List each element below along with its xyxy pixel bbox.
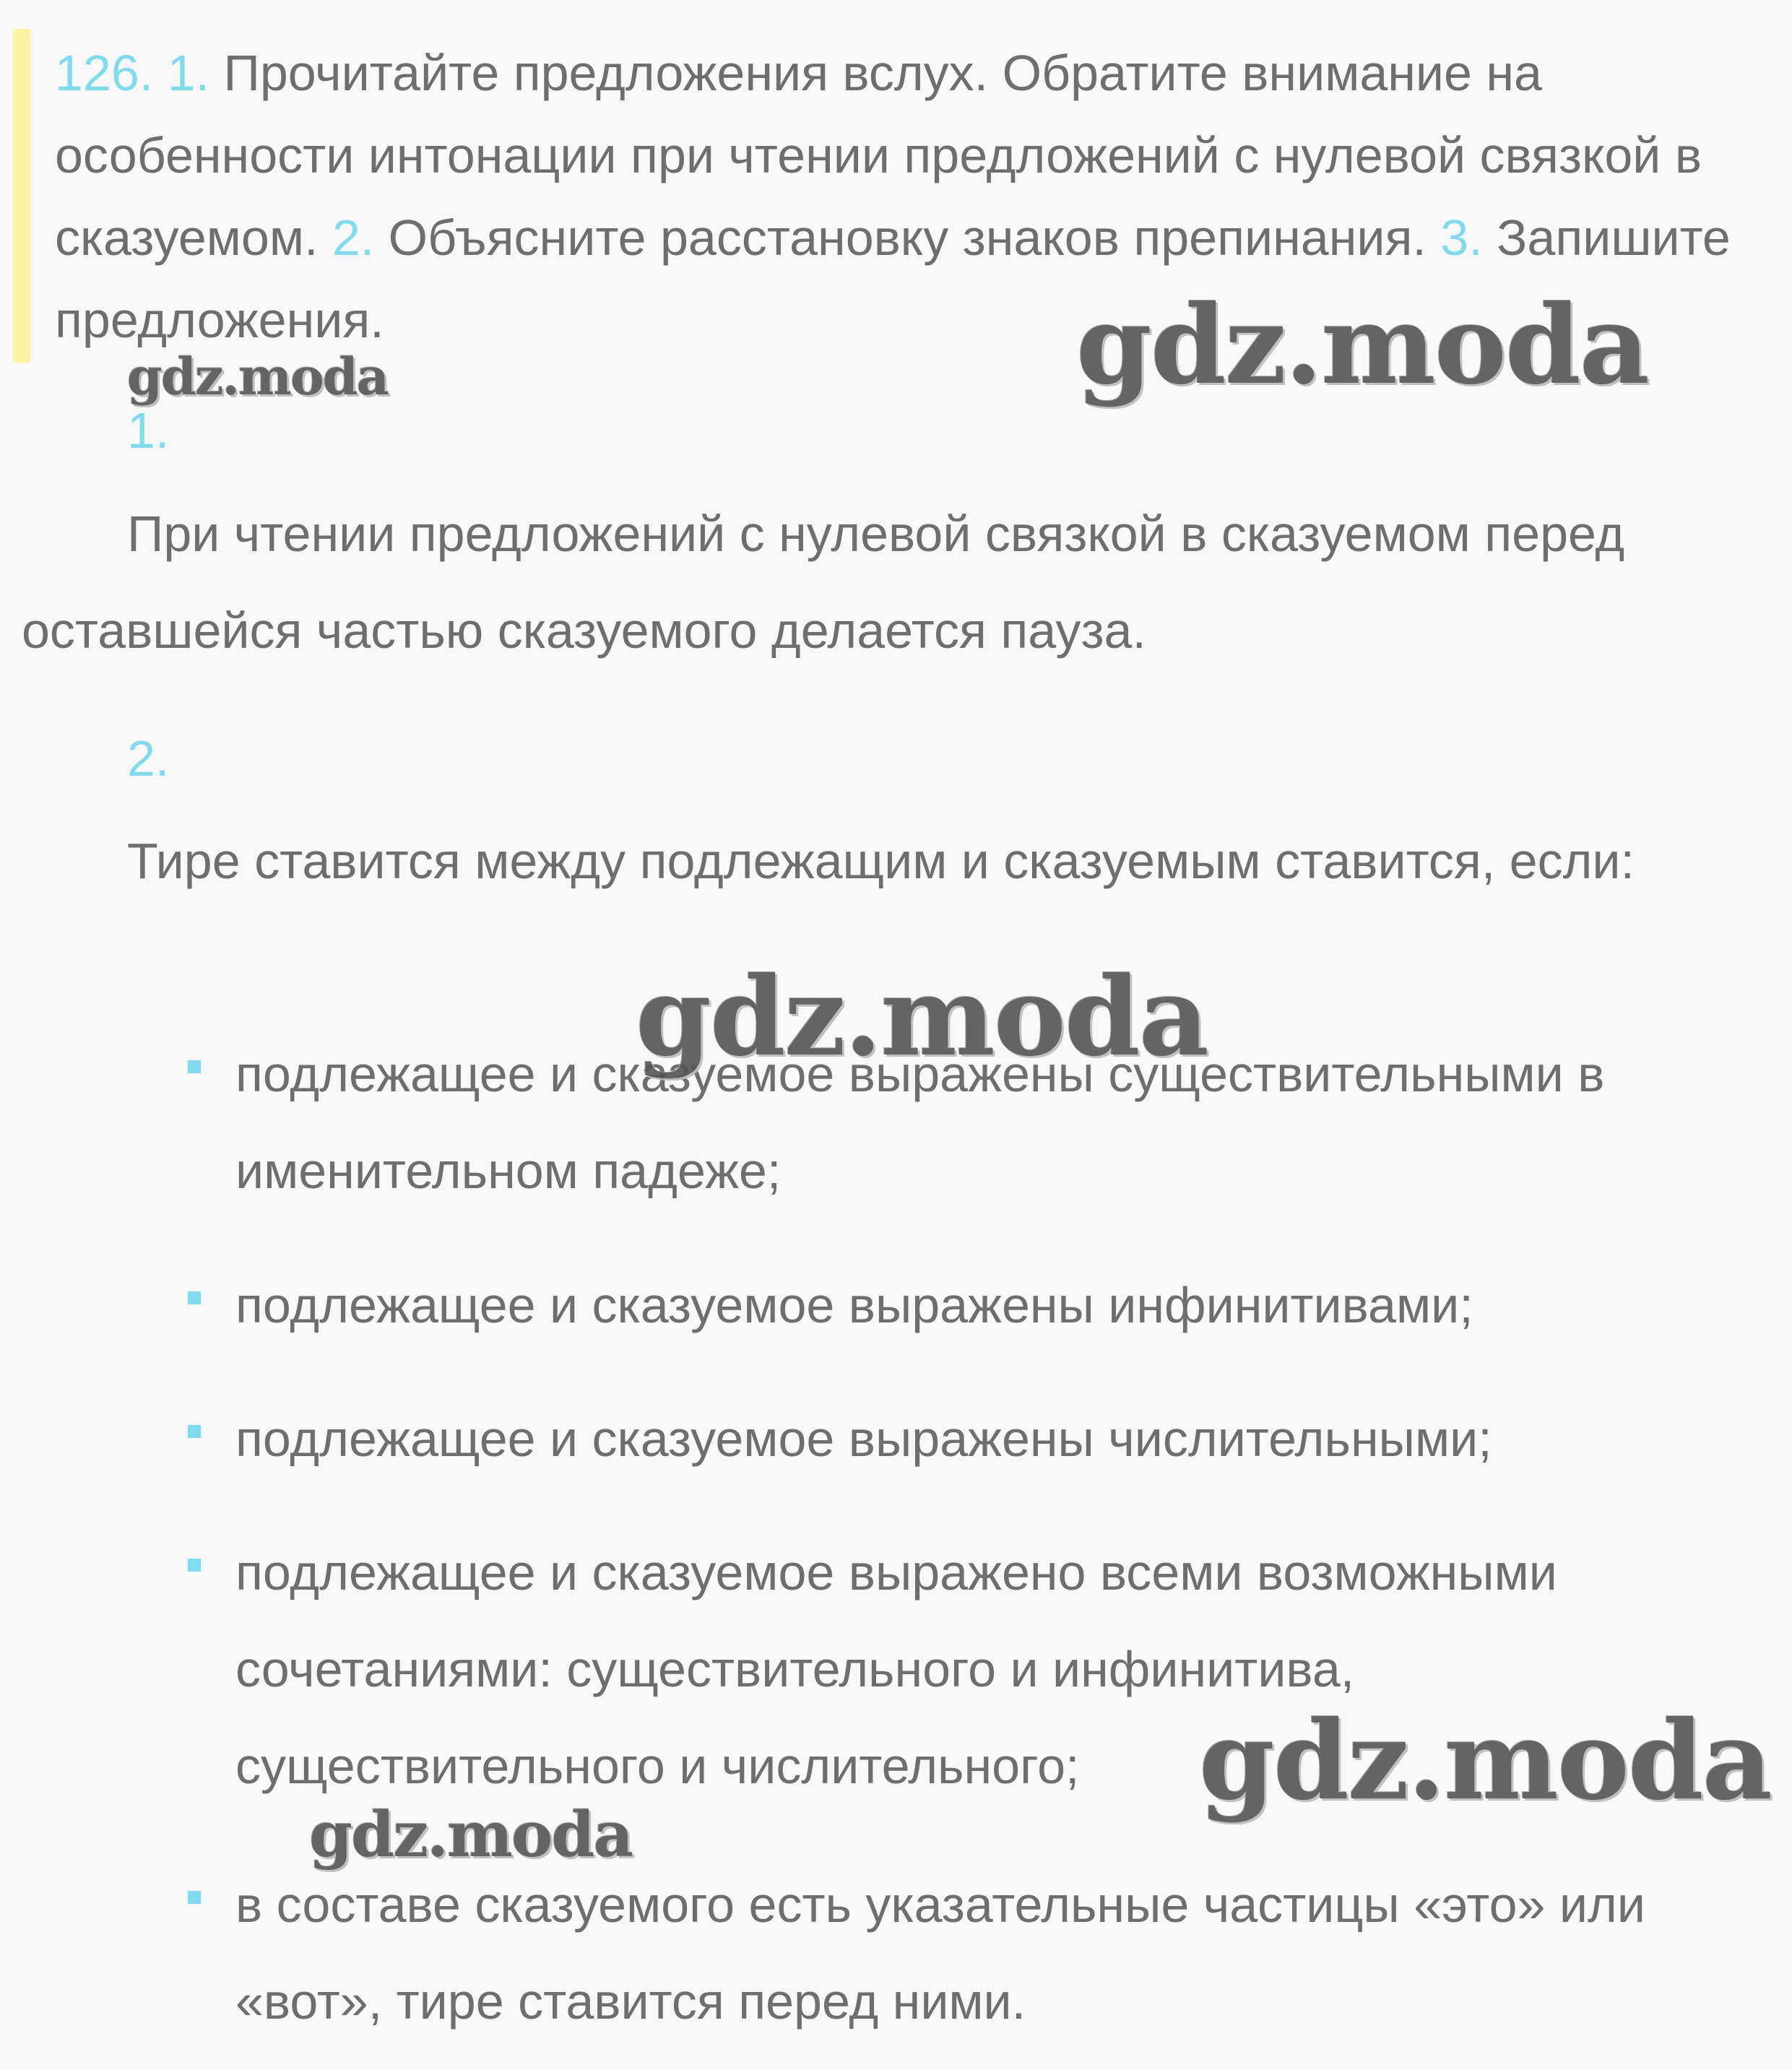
answer-1-number: 1. bbox=[127, 402, 170, 459]
step-3-number: 3. bbox=[1440, 209, 1483, 266]
answer-1-text: При чтении предложений с нулевой связкой в сказуемом перед оставшейся частью сказуемого делается пауза. bbox=[22, 506, 1625, 659]
watermark: gdz.moda bbox=[1076, 282, 1649, 409]
bullet-icon bbox=[188, 1291, 201, 1304]
bullet-icon bbox=[188, 1891, 201, 1904]
step-1-text: Прочитайте предложения вслух. Обратите внимание на особенности интонации при чтении предложений с нулевой связкой в сказуемом. bbox=[55, 45, 1702, 266]
answer-2-number: 2. bbox=[127, 730, 170, 787]
watermark: gdz.moda bbox=[1199, 1697, 1772, 1824]
watermark: gdz.moda bbox=[636, 953, 1208, 1081]
list-item-text: в составе сказуемого есть указательные частицы «это» или «вот», тире ставится перед ними. bbox=[235, 1876, 1645, 2030]
list-item-text: подлежащее и сказуемое выражены существительными в именительном падеже; bbox=[235, 1046, 1605, 1199]
watermark: gdz.moda bbox=[127, 347, 389, 407]
bullet-icon bbox=[188, 1060, 201, 1073]
task-accent-bar bbox=[13, 29, 30, 363]
list-item-text: подлежащее и сказуемое выражены инфинитивами; bbox=[235, 1277, 1473, 1333]
task-number: 126. bbox=[55, 45, 154, 101]
bullet-icon bbox=[188, 1559, 201, 1572]
watermark: gdz.moda bbox=[309, 1798, 633, 1871]
list-item-text: подлежащее и сказуемое выражены числительными; bbox=[235, 1411, 1492, 1467]
step-2-number: 2. bbox=[332, 209, 375, 266]
bullet-icon bbox=[188, 1425, 201, 1438]
step-2-text: Объясните расстановку знаков препинания. bbox=[374, 209, 1427, 266]
step-1-number: 1. bbox=[167, 45, 210, 101]
answer-2-text: Тире ставится между подлежащим и сказуемым ставится, если: bbox=[127, 833, 1635, 889]
step-3-text: Запишите предложения. bbox=[55, 209, 1731, 348]
list-item-text: подлежащее и сказуемое выражено всеми возможными сочетаниями: существительного и инфинитива, существительного и числительного; bbox=[235, 1544, 1557, 1794]
